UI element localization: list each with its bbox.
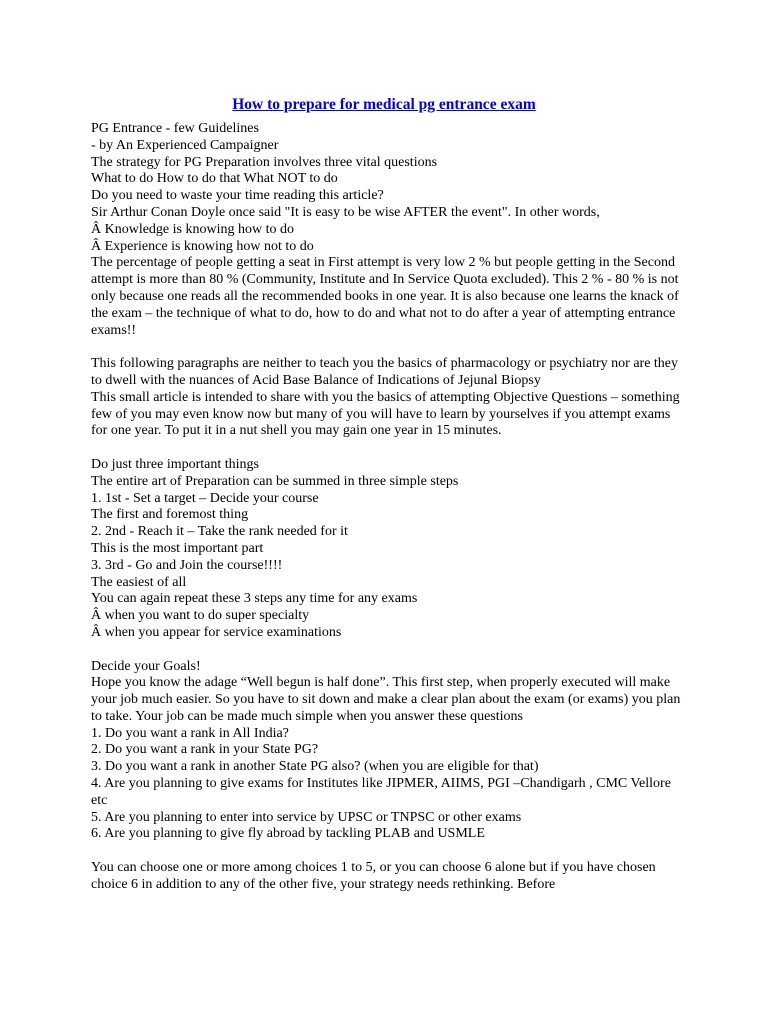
paragraph-scope: This following paragraphs are neither to teach you the basics of pharmacology or psychiatry nor are they to dwell with the nuances of Acid Base Balance of Indications of Jejunal Biopsy bbox=[91, 356, 679, 388]
blank-line bbox=[91, 843, 681, 860]
text-line: Do you need to waste your time reading this article? bbox=[91, 188, 384, 204]
steps-line: This is the most important part bbox=[91, 540, 264, 556]
steps-line: Â when you appear for service examinations bbox=[91, 624, 342, 640]
text-line: What to do How to do that What NOT to do bbox=[91, 171, 338, 187]
paragraph-choices: You can choose one or more among choices 1 to 5, or you can choose 6 alone but if you have chosen choice 6 in addition to any of the other five, your strategy needs rethinking. Before bbox=[91, 860, 656, 892]
steps-line: The entire art of Preparation can be summed in three simple steps bbox=[91, 473, 459, 489]
steps-line: Â when you want to do super specialty bbox=[91, 608, 310, 624]
blank-line bbox=[91, 440, 681, 457]
goals-heading: Decide your Goals! bbox=[91, 658, 201, 674]
text-line: The strategy for PG Preparation involves three vital questions bbox=[91, 154, 438, 170]
steps-line: You can again repeat these 3 steps any time for any exams bbox=[91, 591, 418, 607]
question-item: 2. Do you want a rank in your State PG? bbox=[91, 742, 319, 758]
paragraph-goals: Hope you know the adage “Well begun is half done”. This first step, when properly executed will make your job much easier. So you have to sit down and make a clear plan about the exam (or exams) you plan to take. Your job can be made much simple when you answer these questions bbox=[91, 675, 681, 724]
text-line: Â Knowledge is knowing how to do bbox=[91, 221, 294, 237]
blank-line bbox=[91, 642, 681, 659]
steps-line: 2. 2nd - Reach it – Take the rank needed for it bbox=[91, 524, 348, 540]
steps-line: 3. 3rd - Go and Join the course!!!! bbox=[91, 557, 283, 573]
steps-line: The first and foremost thing bbox=[91, 507, 249, 523]
paragraph-intent: This small article is intended to share with you the basics of attempting Objective Questions – something few of you may even know now but many of you will have to learn by yourselves if you attempt exams for one year. To put it in a nut shell you may gain one year in 15 minutes. bbox=[91, 389, 680, 439]
question-item: 5. Are you planning to enter into service by UPSC or TNPSC or other exams bbox=[91, 809, 522, 825]
text-line: - by An Experienced Campaigner bbox=[91, 137, 279, 153]
question-item: 3. Do you want a rank in another State PG also? (when you are eligible for that) bbox=[91, 759, 539, 775]
document-body bbox=[91, 121, 681, 894]
steps-line: Do just three important things bbox=[91, 456, 259, 472]
steps-line: The easiest of all bbox=[91, 574, 187, 590]
steps-line: 1. 1st - Set a target – Decide your course bbox=[91, 490, 319, 506]
text-line: Sir Arthur Conan Doyle once said "It is easy to be wise AFTER the event". In other words, bbox=[91, 204, 600, 220]
text-line: PG Entrance - few Guidelines bbox=[91, 121, 259, 136]
document-title-link[interactable]: How to prepare for medical pg entrance exam bbox=[232, 96, 536, 113]
question-item: 1. Do you want a rank in All India? bbox=[91, 725, 289, 741]
question-item: 6. Are you planning to give fly abroad by tackling PLAB and USMLE bbox=[91, 826, 485, 842]
question-item: 4. Are you planning to give exams for Institutes like JIPMER, AIIMS, PGI –Chandigarh , CMC Vellore etc bbox=[91, 776, 671, 808]
blank-line bbox=[91, 339, 681, 356]
paragraph-attempt-statistics: The percentage of people getting a seat in First attempt is very low 2 % but people getting in the Second attempt is more than 80 % (Community, Institute and In Service Quota excluded). This 2 % - 80 % is not only because one reads all the recommended books in one year. It is also because one learns the knack of the exam – the technique of what to do, how to do and what not to do after a year of attempting entrance exams!! bbox=[91, 255, 679, 338]
text-line: Â Experience is knowing how not to do bbox=[91, 238, 314, 254]
